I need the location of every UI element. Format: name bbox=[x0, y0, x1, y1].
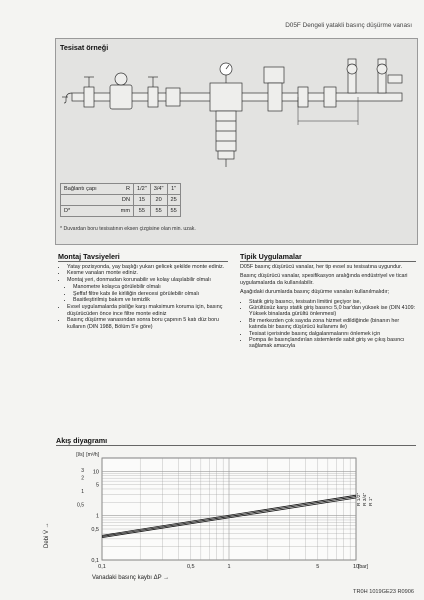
table-cell: 55 bbox=[150, 206, 167, 217]
list-item: • Gürültüsüz karşı statik giriş basıncı 5,0 bar'dan yüksek ise (DIN 4109: Yüksek binalarda gürültü önlenmesi) bbox=[249, 305, 416, 318]
list-item: • Bir merkezden çok sayıda zona hizmet edildiğinde (binanın her katında bir basınç düşürücü kullanımı ile) bbox=[249, 318, 416, 331]
x-tick-label: 1 bbox=[227, 564, 231, 570]
tipik-body bbox=[240, 264, 416, 351]
table-row bbox=[61, 206, 181, 217]
y-tick-label: 10 bbox=[92, 469, 99, 476]
table-cell: Bağlantı çapı bbox=[61, 184, 116, 195]
document-header: D05F Dengeli yatakli basınç düşürme vanası bbox=[285, 22, 412, 29]
list-item: • Manometre kolayca görülebilir olmalı bbox=[73, 284, 230, 290]
list-item: • Yatay pozisyonda, yay başlığı yukarı gelicek şekilde monte ediniz. bbox=[67, 264, 230, 270]
list-item: • Pompa ile basınçlandırılan sistemlerde sabit giriş ve çıkış basıncı sağlamak amacıyla bbox=[249, 337, 416, 350]
y-unit-label: [m³/h] bbox=[86, 452, 99, 458]
table-cell: R bbox=[115, 184, 134, 195]
x-tick-label: 10 bbox=[352, 564, 360, 570]
series-label: R 1" bbox=[369, 496, 374, 506]
montaj-body bbox=[58, 264, 230, 331]
x-axis-title: Vanadaki basınç kaybı ΔP → bbox=[92, 575, 170, 581]
table-cell: 15 bbox=[134, 195, 151, 206]
table-row bbox=[61, 195, 181, 206]
y-tick-label: 0,1 bbox=[91, 558, 99, 564]
valve-1 bbox=[84, 87, 94, 107]
y-tick-label: 5 bbox=[95, 482, 99, 489]
table-cell: 25 bbox=[167, 195, 180, 206]
y2-tick-label: 1 bbox=[81, 489, 84, 496]
table-cell: 1/2" bbox=[134, 184, 151, 195]
x-tick-label: 0,5 bbox=[186, 564, 195, 570]
tipik-title: Tipik Uygulamalar bbox=[240, 252, 302, 261]
series-label: R 1/2" bbox=[357, 492, 362, 506]
series-label: R 3/4" bbox=[363, 492, 368, 506]
installation-title: Tesisat örneği bbox=[60, 43, 109, 52]
list-item: • Evsel uygulamalarda pisliğe karşı maksimum koruma için, basınç düşürücüden önce ince filtre monte ediniz bbox=[67, 304, 230, 317]
divider bbox=[58, 261, 228, 262]
water-meter bbox=[110, 85, 132, 109]
y2-unit-label: [l/s] bbox=[76, 452, 84, 458]
dimension-table bbox=[60, 183, 181, 217]
paragraph: Basınç düşürücü vanalar, spesifikasyon aralığında endüstriyel ve ticari uygulamalarda da kullanılabilir. bbox=[240, 273, 408, 286]
y2-tick-label: 3 bbox=[81, 467, 84, 474]
y2-tick-label: 2 bbox=[81, 475, 84, 482]
table-cell: DN bbox=[115, 195, 134, 206]
list-item: • Montaj yeri, donmadan korunabilir ve kolay ulaşılabilir olmalı bbox=[67, 277, 230, 283]
y-axis-title: Debi V̇ → bbox=[44, 522, 50, 548]
table-cell: 55 bbox=[134, 206, 151, 217]
footer-code: TR0H 1019GE23 R0906 bbox=[353, 589, 414, 595]
table-cell: 55 bbox=[167, 206, 180, 217]
list-item: • Tesisat içerisinde basınç dalgalanmalarını önlemek için bbox=[249, 331, 416, 337]
table-cell: D* bbox=[61, 206, 116, 217]
paragraph: Aşağıdaki durumlarda basınç düşürme vanaları kullanılmalıdır; bbox=[240, 289, 390, 296]
pressure-reducer bbox=[210, 83, 242, 111]
divider bbox=[240, 261, 416, 262]
flow-title: Akış diyagramı bbox=[56, 436, 108, 445]
flow-chart bbox=[56, 448, 416, 588]
y-tick-label: 1 bbox=[95, 513, 99, 520]
montaj-title: Montaj Tavsiyeleri bbox=[58, 252, 120, 261]
y-tick-label: 0,5 bbox=[91, 527, 99, 534]
x-tick-label: 0,1 bbox=[98, 564, 106, 570]
installation-schematic bbox=[58, 55, 414, 175]
control-unit bbox=[264, 67, 284, 83]
installation-note: * Duvardan boru tesisatının eksen çizgisine olan min. uzak. bbox=[60, 226, 196, 232]
table-row bbox=[61, 184, 181, 195]
table-cell bbox=[61, 195, 116, 206]
x-tick-label: 5 bbox=[316, 564, 320, 570]
list-item: • Basınç düşürme vanasından sonra boru çapının 5 katı düz boru kullanın (DIN 1988, Bölüm 5'e göre) bbox=[67, 317, 230, 330]
table-cell: 1" bbox=[167, 184, 180, 195]
list-item: • Şeffaf filtre kabı ile kirliliğin derecesi görülebilir olmalı bbox=[73, 291, 230, 297]
table-cell: mm bbox=[115, 206, 134, 217]
y2-tick-label: 0,5 bbox=[77, 502, 84, 509]
list-item: • Kesme vanaları monte ediniz. bbox=[67, 270, 230, 276]
x-unit-label: [bar] bbox=[358, 564, 369, 570]
table-cell: 20 bbox=[150, 195, 167, 206]
table-cell: 3/4" bbox=[150, 184, 167, 195]
list-item: • Basitleştirilmiş bakım ve temizlik bbox=[73, 297, 230, 303]
paragraph: D05F basınç düşürücü vanalar, her tip evsel su tesisatına uygundur. bbox=[240, 264, 403, 270]
list-item: • Statik giriş basıncı, tesisatın limitini geçiyor ise, bbox=[249, 299, 416, 305]
divider bbox=[56, 445, 416, 446]
